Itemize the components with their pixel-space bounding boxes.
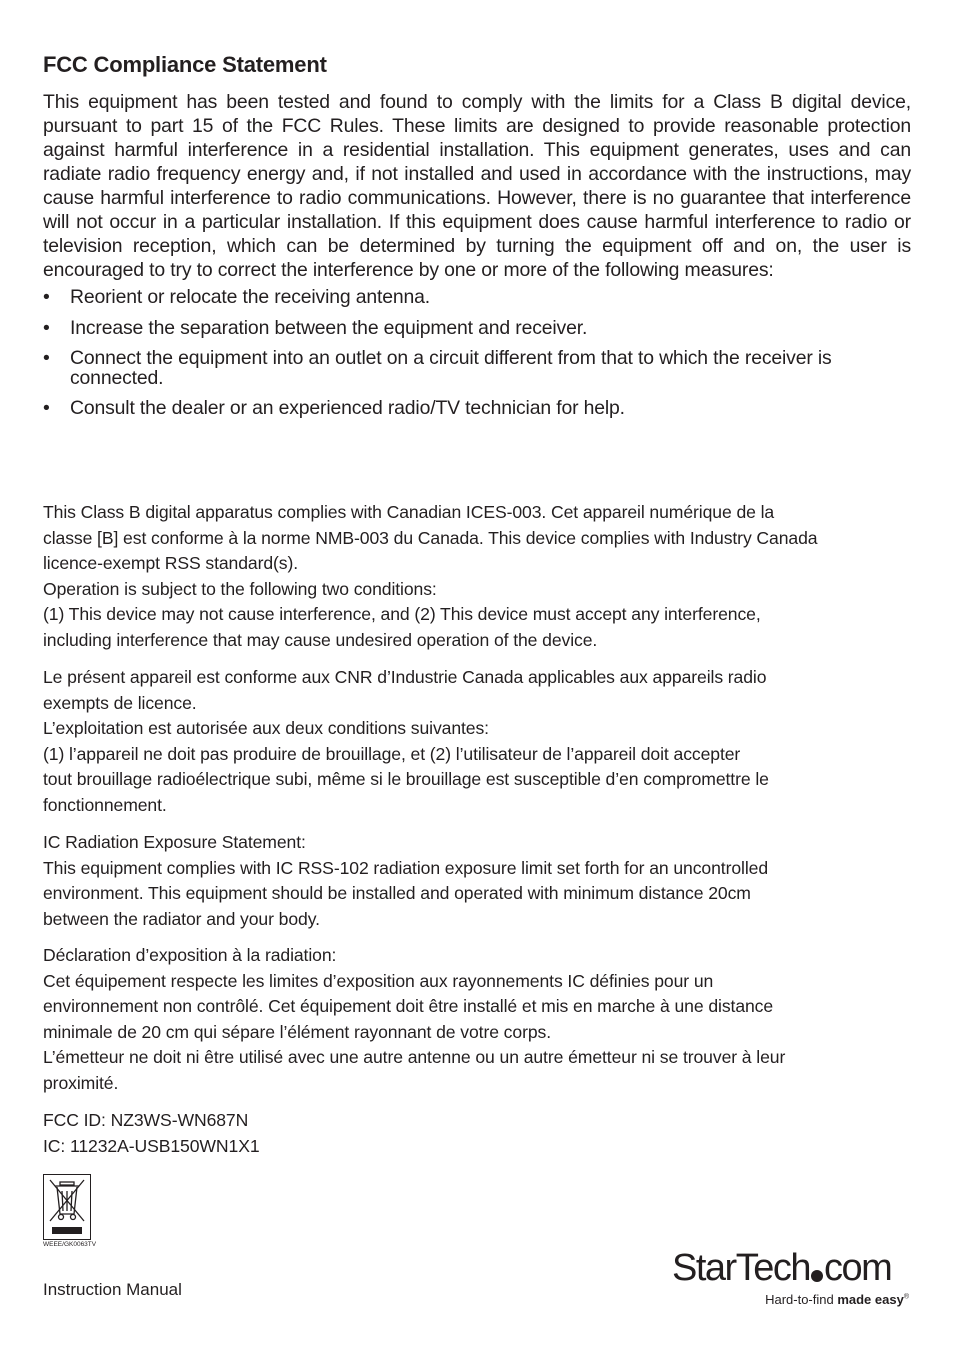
- list-item: [43, 316, 911, 339]
- bullet-glyph: •: [43, 347, 50, 369]
- tagline-bold: made easy: [837, 1292, 904, 1307]
- radiation-fr-line: minimale de 20 cm qui sépare l’élément rayonnant de votre corps.: [43, 1021, 551, 1042]
- page-title: FCC Compliance Statement: [43, 52, 327, 77]
- weee-bin-icon: [43, 1174, 91, 1240]
- radiation-statement: [43, 830, 911, 932]
- logo-wordmark: [672, 1246, 891, 1290]
- list-item: [43, 399, 911, 419]
- measure-text: Connect the equipment into an outlet on a circuit different from that to which the receiver is connected.: [70, 347, 832, 389]
- canada-line: including interference that may cause undesired operation of the device.: [43, 629, 598, 650]
- canada-fr-line: exempts de licence.: [43, 692, 197, 713]
- canada-line: (1) This device may not cause interference, and (2) This device must accept any interference,: [43, 604, 761, 625]
- list-item: [43, 288, 911, 308]
- logo-com: com: [823, 1247, 892, 1289]
- canada-line: Operation is subject to the following two conditions:: [43, 578, 437, 599]
- bullet-glyph: •: [43, 286, 50, 308]
- canada-line: classe [B] est conforme à la norme NMB-003 du Canada. This device complies with Industry Canada: [43, 527, 818, 548]
- radiation-fr-line: Cet équipement respecte les limites d’exposition aux rayonnements IC définies pour un: [43, 970, 714, 991]
- canada-statement-fr: [43, 665, 911, 819]
- bullet-glyph: •: [43, 316, 50, 339]
- radiation-line: between the radiator and your body.: [43, 908, 320, 929]
- fcc-id: FCC ID: NZ3WS-WN687N: [43, 1110, 249, 1130]
- measure-text: Increase the separation between the equipment and receiver.: [70, 316, 588, 339]
- canada-fr-line: tout brouillage radioélectrique subi, même si le brouillage est susceptible d’en compromettre le: [43, 769, 769, 790]
- radiation-line: This equipment complies with IC RSS-102 radiation exposure limit set forth for an uncontrolled: [43, 857, 769, 878]
- radiation-line: IC Radiation Exposure Statement:: [43, 832, 306, 852]
- compliance-page: [43, 52, 911, 1156]
- logo-tagline: [765, 1292, 909, 1307]
- weee-code: WEEE/GK0063TV: [43, 1241, 97, 1248]
- measure-text: Consult the dealer or an experienced radio/TV technician for help.: [70, 397, 625, 419]
- canada-line: licence-exempt RSS standard(s).: [43, 553, 299, 574]
- logo-dot-icon: [811, 1270, 823, 1282]
- logo-name: StarTech: [672, 1247, 810, 1289]
- canada-statement: [43, 500, 911, 654]
- radiation-statement-fr: [43, 943, 911, 1097]
- ic-id: IC: 11232A-USB150WN1X1: [43, 1135, 260, 1156]
- footer-label: Instruction Manual: [43, 1280, 182, 1299]
- intro-paragraph: This equipment has been tested and found to comply with the limits for a Class B digital device, pursuant to part 15 of the FCC Rules. These limits are designed to provide reasonable protection against harmful interference in a residential installation. This equipment generates, uses and can radiate radio frequency energy and, if not installed and used in accordance with the instructions, may cause harmful interference to radio communications. However, there is no guarantee that interference will not occur in a particular installation. If this equipment does cause harmful interference to radio or television reception, which can be determined by turning the equipment off and on, the user is encouraged to try to correct the interference by one or more of the following measures:: [43, 91, 911, 281]
- canada-line: This Class B digital apparatus complies with Canadian ICES-003. Cet appareil numérique de la: [43, 502, 775, 522]
- device-ids: [43, 1108, 911, 1159]
- canada-fr-line: fonctionnement.: [43, 794, 167, 815]
- radiation-fr-line: proximité.: [43, 1072, 119, 1093]
- canada-fr-line: L’exploitation est autorisée aux deux conditions suivantes:: [43, 718, 489, 739]
- canada-fr-line: (1) l’appareil ne doit pas produire de brouillage, et (2) l’utilisateur de l’appareil doit accepter: [43, 743, 741, 764]
- radiation-fr-line: environnement non contrôlé. Cet équipement doit être installé et mis en marche à une distance: [43, 996, 774, 1017]
- bullet-glyph: •: [43, 397, 50, 419]
- trademark-mark: ®: [903, 1293, 909, 1301]
- canada-fr-line: Le présent appareil est conforme aux CNR d’Industrie Canada applicables aux appareils radio: [43, 667, 767, 687]
- startech-logo: [672, 1246, 912, 1316]
- radiation-line: environment. This equipment should be installed and operated with minimum distance 20cm: [43, 883, 751, 904]
- radiation-fr-line: Déclaration d’exposition à la radiation:: [43, 945, 337, 965]
- tagline-plain: Hard-to-find: [765, 1292, 838, 1307]
- measures-list: [43, 288, 911, 419]
- radiation-fr-line: L’émetteur ne doit ni être utilisé avec une autre antenne ou un autre émetteur ni se trouver à leur: [43, 1047, 786, 1068]
- list-item: [43, 349, 911, 388]
- measure-text: Reorient or relocate the receiving antenna.: [70, 286, 431, 308]
